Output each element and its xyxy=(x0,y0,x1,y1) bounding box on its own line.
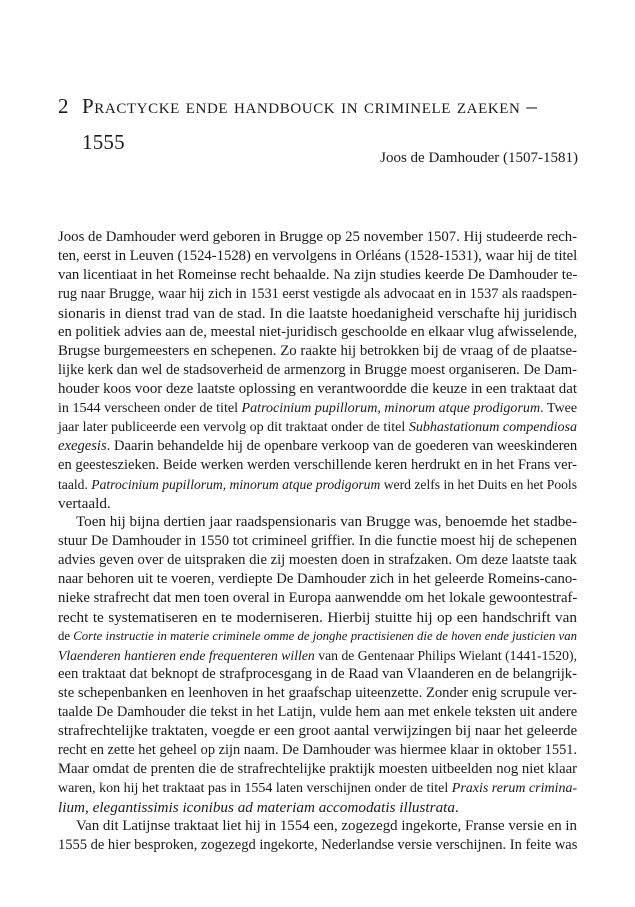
italic-title-text: lium, elegantissimis iconibus ad materiam accomodatis illustrata xyxy=(58,799,455,816)
text-segment: van de Gentenaar Philips Wielant (1441-1520), xyxy=(314,648,577,663)
text-line xyxy=(58,380,577,399)
text-line xyxy=(58,266,577,285)
text-line xyxy=(58,247,577,266)
text-segment: en geesteszieken. Beide werken werden verschillende keren herdrukt en in het Frans ver- xyxy=(58,457,578,473)
text-segment: de xyxy=(58,629,74,643)
chapter-title: Practycke ende handbouck in criminele zaeken – xyxy=(82,94,538,118)
text-segment: Joos de Damhouder werd geboren in Brugge op 25 november 1507. Hij studeerde rech- xyxy=(58,229,578,245)
text-segment: . Daarin behandelde hij de openbare verkoop van de goederen van weeskinderen xyxy=(106,438,578,454)
text-line xyxy=(58,532,577,551)
text-segment: strafrechtelijke traktaten, voegde er een groot aantal verwijzingen bij naar het geleerde xyxy=(58,723,578,739)
text-segment: ten, eerst in Leuven (1524-1528) en vervolgens in Orléans (1528-1531), waar hij de titel xyxy=(58,248,578,264)
text-segment: Maar omdat de prenten die de strafrechtelijke praktijk moesten uitbeelden nog niet klaar xyxy=(58,761,577,777)
text-line xyxy=(58,475,577,494)
text-segment: naar behoren uit te voeren, verdiepte De Damhouder zich in het geleerde Romeins-cano- xyxy=(58,571,577,587)
text-segment: nieke strafrecht dat men toen overal in Europa aanwendde om het lokale gewoontestraf- xyxy=(58,590,578,606)
text-line xyxy=(58,513,577,532)
text-line xyxy=(58,779,577,798)
text-line xyxy=(58,361,577,380)
text-line xyxy=(58,456,577,475)
author-byline: Joos de Damhouder (1507-1581) xyxy=(380,150,578,166)
text-segment: ste schepenbanken en leenhoven in het graafschap uiteenzette. Zonder enig scrupule ver- xyxy=(58,685,577,701)
text-line xyxy=(58,399,577,418)
text-segment: vertaald. xyxy=(58,495,111,512)
text-segment: taald. xyxy=(58,477,92,492)
text-line xyxy=(58,684,577,703)
text-segment: werd zelfs in het Duits en het Pools xyxy=(380,477,578,492)
text-line xyxy=(58,323,577,342)
text-line xyxy=(58,551,577,570)
text-segment: sionaris in dienst trad van de stad. In die laatste hoedanigheid verschafte hij juridisch xyxy=(58,305,577,322)
text-segment: . Twee xyxy=(540,400,578,416)
text-segment: advies geven over de uitspraken die zij moesten doen in strafzaken. Om deze laatste taak xyxy=(58,552,577,568)
text-line xyxy=(58,741,577,760)
text-line xyxy=(58,760,577,779)
text-line xyxy=(58,304,577,323)
text-segment: rug naar Brugge, waar hij zich in 1531 eerst vestigde als advocaat en in 1537 als raadspen- xyxy=(58,286,577,302)
italic-title-text: Vlaenderen hantieren ende frequenteren willen xyxy=(58,648,315,663)
text-line xyxy=(58,228,577,247)
text-segment: recht en zette het geheel op zijn naam. De Damhouder was hiermee klaar in oktober 1551. xyxy=(58,742,578,758)
text-line xyxy=(58,703,577,722)
text-segment: recht te systematiseren en te moderniseren. Hierbij stuitte hij op een handschrift van xyxy=(58,609,577,626)
text-line xyxy=(58,494,577,513)
text-segment: Toen hij bijna dertien jaar raadspensionaris van Brugge was, benoemde het stadbe- xyxy=(76,514,577,530)
text-segment: . xyxy=(454,799,459,816)
text-line xyxy=(58,722,577,741)
text-segment: jaar later publiceerde een vervolg op dit traktaat onder de titel xyxy=(58,419,409,435)
text-line xyxy=(58,570,577,589)
text-line xyxy=(58,627,577,646)
italic-title-text: Subhastationum compendiosa xyxy=(408,419,577,435)
italic-title-text: exegesis xyxy=(58,438,107,454)
text-line xyxy=(58,285,577,304)
text-line xyxy=(58,817,577,836)
text-segment: van licentiaat in het Romeinse recht behaalde. Na zijn studies keerde De Damhouder te- xyxy=(58,267,578,283)
text-line xyxy=(58,836,577,855)
text-segment: waren, kon hij het traktaat pas in 1554 laten verschijnen onder de titel xyxy=(58,781,452,796)
italic-title-text: Corte instructie in materie criminele omme de jonghe practisienen die de hoven ende justicien van xyxy=(73,629,577,643)
text-line xyxy=(58,608,577,627)
text-line xyxy=(58,342,577,361)
text-segment: een traktaat dat beknopt de strafprocesgang in de Raad van Vlaanderen en de belangrijk- xyxy=(58,666,577,682)
text-line xyxy=(58,646,577,665)
italic-title-text: Praxis rerum crimina- xyxy=(451,781,578,796)
text-segment: en politiek advies aan de, meestal niet-juridisch geschoolde en elkaar vlug afwisselende, xyxy=(58,324,578,340)
text-segment: Brugse burgemeesters en schepenen. Zo raakte hij betrokken bij de vraag of de plaatse- xyxy=(58,343,577,359)
text-segment: Van dit Latijnse traktaat liet hij in 1554 een, zogezegd ingekorte, Franse versie en in xyxy=(76,818,577,834)
text-segment: lijke kerk dan wel de stadsoverheid de armenzorg in Brugge moest organiseren. De Dam- xyxy=(58,362,577,378)
body-text xyxy=(58,228,577,855)
text-segment: 1555 de hier besproken, zogezegd ingekorte, Nederlandse versie verschijnen. In feite was xyxy=(58,837,578,853)
text-line xyxy=(58,798,577,817)
chapter-number: 2 xyxy=(58,94,69,118)
italic-title-text: Patrocinium pupillorum, minorum atque prodigorum xyxy=(91,477,381,492)
text-segment: houder koos voor deze laatste oplossing en verantwoordde die keuze in een traktaat dat xyxy=(58,381,577,397)
text-segment: stuur De Damhouder in 1550 tot crimineel griffier. In die functie moest hij de schepenen xyxy=(58,533,577,549)
chapter-year: 1555 xyxy=(82,130,125,154)
text-line xyxy=(58,589,577,608)
text-segment: in 1544 verscheen onder de titel xyxy=(58,400,242,416)
text-line xyxy=(58,437,577,456)
text-line xyxy=(58,418,577,437)
text-line xyxy=(58,665,577,684)
italic-title-text: Patrocinium pupillorum, minorum atque prodigorum xyxy=(241,400,541,416)
text-segment: taalde De Damhouder die tekst in het Latijn, vulde hem aan met enkele teksten uit andere xyxy=(58,704,578,720)
